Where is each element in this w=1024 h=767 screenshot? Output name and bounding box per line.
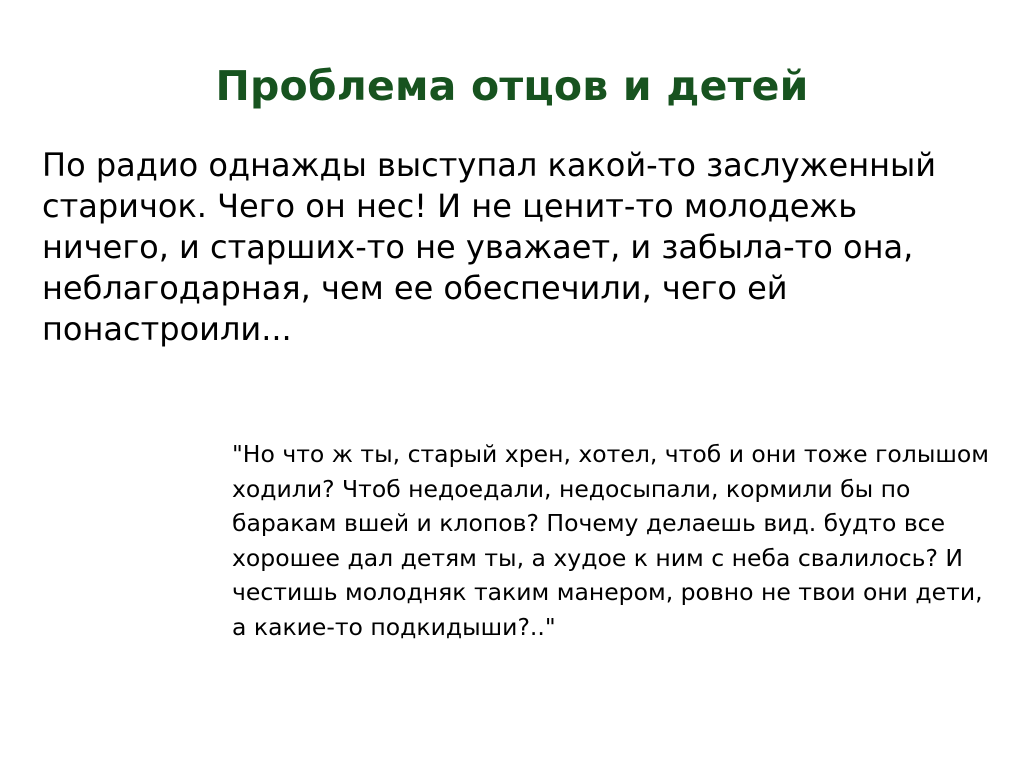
- quote-text-block: [232, 437, 992, 644]
- body-text-block: [42, 145, 942, 350]
- quote-paragraph: "Но что ж ты, старый хрен, хотел, чтоб и они тоже голышом ходили? Чтоб недоедали, недосыпали, кормили бы по баракам вшей и клопов? Почему делаешь вид. будто все хорошее дал детям ты, а худое к ним с неба свалилось? И честишь молодняк таким манером, ровно не твои они дети, а какие-то подкидыши?..": [232, 440, 989, 641]
- body-paragraph: По радио однажды выступал какой-то заслуженный старичок. Чего он нес! И не ценит-то молодежь ничего, и старших-то не уважает, и забыла-то она, неблагодарная, чем ее обеспечили, чего ей понастроили...: [42, 146, 937, 348]
- page-title: Проблема отцов и детей: [215, 62, 809, 110]
